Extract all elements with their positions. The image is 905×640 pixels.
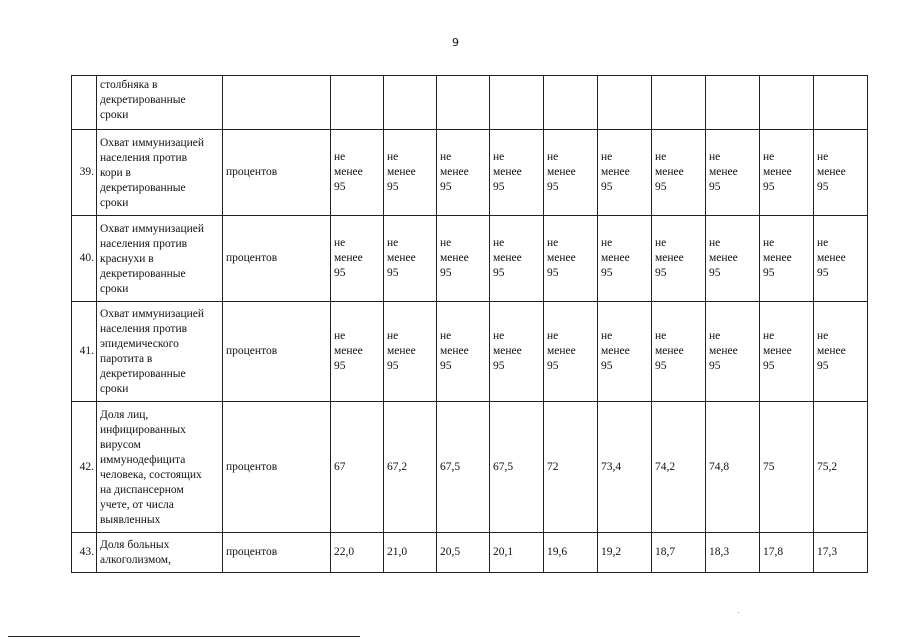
table-row [72, 76, 868, 130]
year-value-cell [490, 302, 544, 402]
year-value-cell [490, 402, 544, 533]
value-line: 95 [387, 360, 399, 372]
value-line: 95 [817, 267, 829, 279]
value-line: 95 [655, 267, 667, 279]
value-line: не [763, 151, 775, 163]
value-line: 95 [709, 181, 721, 193]
value-line: 17,3 [817, 546, 838, 558]
value-line: не [547, 151, 559, 163]
indicator-name-line: Охват иммунизацией [100, 222, 205, 235]
value-line: 20,5 [440, 546, 461, 558]
value-line: не [817, 151, 829, 163]
indicator-name-line: населения против [100, 237, 188, 250]
table-row [72, 216, 868, 302]
value-line: 22,0 [334, 546, 355, 558]
year-value-cell [760, 216, 814, 302]
value-line: 73,4 [601, 460, 622, 473]
year-value-cell [598, 402, 652, 533]
value-line: 18,3 [709, 546, 730, 558]
value-line: менее [601, 345, 630, 357]
value-line: менее [763, 252, 792, 264]
unit-cell [223, 76, 331, 130]
year-value-cell [437, 533, 490, 573]
value-line: 95 [440, 181, 452, 193]
value-line: менее [709, 166, 738, 178]
year-value-cell [760, 302, 814, 402]
value-line: 95 [601, 360, 613, 372]
unit-cell: процентов [223, 533, 331, 573]
value-line: менее [334, 252, 363, 264]
value-line: не [387, 330, 399, 342]
indicator-name-line: декретированные [100, 267, 186, 280]
indicator-name-line: краснухи в [100, 252, 154, 265]
unit-cell: процентов [223, 302, 331, 402]
indicator-name-line: населения против [100, 323, 188, 335]
year-value-cell [652, 76, 706, 130]
value-line: 95 [709, 267, 721, 279]
value-line: не [817, 330, 829, 342]
indicator-name [97, 402, 223, 533]
value-line: 95 [387, 267, 399, 279]
value-line: не [763, 330, 775, 342]
indicator-name-line: кори в [100, 166, 131, 179]
year-value-cell [437, 402, 490, 533]
indicator-name [97, 533, 223, 573]
value-line: не [334, 151, 346, 163]
value-line: не [655, 151, 667, 163]
year-value-cell [814, 76, 868, 130]
value-line: менее [493, 166, 522, 178]
value-line: не [709, 151, 721, 163]
footnote-rule [8, 636, 360, 637]
value-line: не [493, 237, 505, 249]
year-value-cell [544, 533, 598, 573]
indicator-name-line: столбняка в [100, 79, 158, 91]
value-line: не [387, 151, 399, 163]
indicator-name [97, 76, 223, 130]
table-row [72, 130, 868, 216]
year-value-cell [706, 302, 760, 402]
row-number: 39. [72, 130, 97, 216]
year-value-cell [706, 76, 760, 130]
value-line: 67 [334, 460, 346, 473]
value-line: 95 [547, 267, 559, 279]
value-line: менее [440, 166, 469, 178]
year-value-cell [544, 216, 598, 302]
year-value-cell [814, 302, 868, 402]
table-row [72, 302, 868, 402]
indicators-table [71, 75, 868, 573]
indicator-name-line: эпидемического [100, 338, 179, 350]
value-line: 95 [763, 360, 775, 372]
year-value-cell [544, 302, 598, 402]
value-line: 75,2 [817, 460, 838, 473]
unit-cell: процентов [223, 402, 331, 533]
indicator-name-line: Охват иммунизацией [100, 136, 205, 149]
year-value-cell [598, 302, 652, 402]
value-line: менее [440, 252, 469, 264]
value-line: 19,6 [547, 546, 568, 558]
value-line: менее [763, 345, 792, 357]
year-value-cell [652, 533, 706, 573]
year-value-cell [760, 76, 814, 130]
value-line: менее [817, 345, 846, 357]
value-line: 95 [709, 360, 721, 372]
value-line: не [709, 237, 721, 249]
row-number: 43. [72, 533, 97, 573]
value-line: 95 [334, 181, 346, 193]
indicator-name-line: населения против [100, 151, 188, 164]
year-value-cell [544, 402, 598, 533]
value-line: не [655, 330, 667, 342]
year-value-cell [437, 76, 490, 130]
value-line: менее [817, 166, 846, 178]
indicator-name [97, 130, 223, 216]
value-line: 95 [334, 267, 346, 279]
indicator-name-line: Доля лиц, [100, 408, 149, 421]
value-line: менее [440, 345, 469, 357]
year-value-cell [490, 130, 544, 216]
year-value-cell [331, 130, 384, 216]
unit-cell: процентов [223, 216, 331, 302]
year-value-cell [384, 402, 437, 533]
value-line: не [334, 237, 346, 249]
value-line: 95 [493, 267, 505, 279]
year-value-cell [652, 216, 706, 302]
value-line: менее [334, 345, 363, 357]
value-line: менее [709, 252, 738, 264]
page-number: 9 [452, 36, 459, 49]
value-line: не [817, 237, 829, 249]
year-value-cell [652, 402, 706, 533]
indicator-name-line: Доля больных [100, 539, 170, 551]
year-value-cell [331, 302, 384, 402]
row-number: 41. [72, 302, 97, 402]
year-value-cell [544, 130, 598, 216]
year-value-cell [490, 533, 544, 573]
year-value-cell [760, 130, 814, 216]
value-line: не [493, 330, 505, 342]
table-row [72, 533, 868, 573]
value-line: менее [655, 252, 684, 264]
value-line: не [601, 330, 613, 342]
value-line: 95 [763, 267, 775, 279]
value-line: 95 [547, 181, 559, 193]
value-line: 95 [601, 267, 613, 279]
indicator-name-line: сроки [100, 383, 129, 395]
value-line: 18,7 [655, 546, 676, 558]
indicator-name-line: сроки [100, 109, 129, 121]
year-value-cell [437, 216, 490, 302]
value-line: 17,8 [763, 546, 784, 558]
indicator-name-line: человека, состоящих [100, 468, 202, 481]
value-line: 95 [440, 360, 452, 372]
value-line: не [547, 237, 559, 249]
indicator-name-line: инфицированных [100, 423, 186, 436]
indicator-name-line: на диспансерном [100, 483, 184, 496]
value-line: не [601, 151, 613, 163]
value-line: 95 [493, 360, 505, 372]
year-value-cell [652, 130, 706, 216]
value-line: 95 [601, 181, 613, 193]
year-value-cell [652, 302, 706, 402]
indicator-name-line: иммунодефицита [100, 453, 186, 466]
value-line: 20,1 [493, 546, 514, 558]
value-line: менее [655, 166, 684, 178]
indicator-name-line: Охват иммунизацией [100, 308, 205, 320]
value-line: 95 [493, 181, 505, 193]
value-line: 95 [440, 267, 452, 279]
year-value-cell [490, 76, 544, 130]
value-line: менее [709, 345, 738, 357]
year-value-cell [331, 216, 384, 302]
row-number [72, 76, 97, 130]
value-line: менее [387, 166, 416, 178]
year-value-cell [706, 130, 760, 216]
value-line: 67,2 [387, 460, 408, 473]
value-line: 75 [763, 460, 775, 473]
year-value-cell [706, 216, 760, 302]
year-value-cell [331, 76, 384, 130]
value-line: 74,2 [655, 460, 676, 473]
value-line: не [547, 330, 559, 342]
value-line: 19,2 [601, 546, 622, 558]
year-value-cell [384, 216, 437, 302]
year-value-cell [814, 533, 868, 573]
year-value-cell [598, 216, 652, 302]
indicator-name-line: декретированные [100, 94, 186, 106]
table-row [72, 402, 868, 533]
year-value-cell [598, 533, 652, 573]
year-value-cell [706, 402, 760, 533]
value-line: 95 [655, 181, 667, 193]
value-line: 95 [817, 360, 829, 372]
value-line: не [763, 237, 775, 249]
value-line: не [601, 237, 613, 249]
value-line: не [440, 330, 452, 342]
value-line: менее [334, 166, 363, 178]
indicator-name-line: сроки [100, 282, 129, 295]
value-line: не [493, 151, 505, 163]
value-line: не [440, 151, 452, 163]
value-line: 74,8 [709, 460, 730, 473]
value-line: менее [601, 252, 630, 264]
year-value-cell [331, 402, 384, 533]
value-line: 72 [547, 460, 559, 473]
indicator-name-line: сроки [100, 196, 129, 209]
year-value-cell [598, 130, 652, 216]
year-value-cell [814, 402, 868, 533]
year-value-cell [490, 216, 544, 302]
indicator-name [97, 302, 223, 402]
value-line: 95 [334, 360, 346, 372]
value-line: менее [655, 345, 684, 357]
value-line: не [709, 330, 721, 342]
year-value-cell [706, 533, 760, 573]
value-line: менее [817, 252, 846, 264]
row-number: 40. [72, 216, 97, 302]
year-value-cell [437, 302, 490, 402]
value-line: 67,5 [440, 460, 461, 473]
value-line: 95 [547, 360, 559, 372]
value-line: 21,0 [387, 546, 408, 558]
unit-cell: процентов [223, 130, 331, 216]
year-value-cell [598, 76, 652, 130]
value-line: менее [547, 166, 576, 178]
value-line: менее [387, 345, 416, 357]
value-line: 95 [655, 360, 667, 372]
year-value-cell [437, 130, 490, 216]
value-line: не [655, 237, 667, 249]
indicator-name-line: декретированные [100, 181, 186, 194]
value-line: не [334, 330, 346, 342]
year-value-cell [384, 76, 437, 130]
year-value-cell [760, 402, 814, 533]
indicator-name-line: учете, от числа [100, 498, 174, 511]
year-value-cell [814, 130, 868, 216]
indicator-name-line: паротита в [100, 353, 153, 365]
value-line: 95 [763, 181, 775, 193]
value-line: менее [493, 252, 522, 264]
value-line: не [440, 237, 452, 249]
value-line: 67,5 [493, 460, 514, 473]
value-line: менее [547, 345, 576, 357]
value-line: менее [493, 345, 522, 357]
year-value-cell [760, 533, 814, 573]
year-value-cell [384, 130, 437, 216]
value-line: 95 [387, 181, 399, 193]
year-value-cell [814, 216, 868, 302]
indicator-name-line: декретированные [100, 368, 186, 380]
scan-speck [738, 612, 739, 613]
value-line: менее [601, 166, 630, 178]
indicator-name-line: выявленных [100, 513, 161, 526]
indicator-name-line: вирусом [100, 438, 141, 451]
year-value-cell [544, 76, 598, 130]
value-line: менее [763, 166, 792, 178]
row-number: 42. [72, 402, 97, 533]
indicator-name-line: алкоголизмом, [100, 554, 171, 566]
value-line: 95 [817, 181, 829, 193]
value-line: менее [387, 252, 416, 264]
year-value-cell [331, 533, 384, 573]
indicator-name [97, 216, 223, 302]
year-value-cell [384, 533, 437, 573]
value-line: не [387, 237, 399, 249]
year-value-cell [384, 302, 437, 402]
value-line: менее [547, 252, 576, 264]
